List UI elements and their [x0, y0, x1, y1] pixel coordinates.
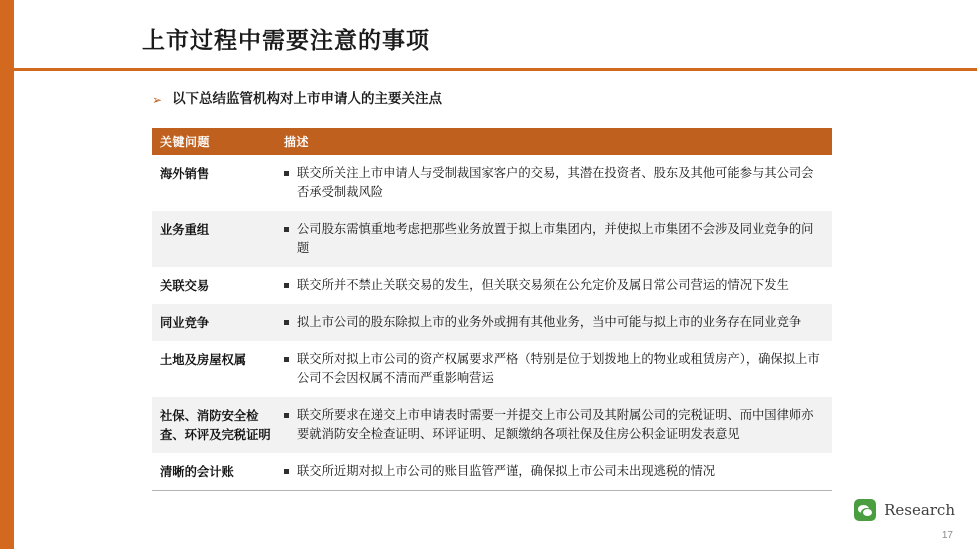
row-desc-text: 公司股东需慎重地考虑把那些业务放置于拟上市集团内，并使拟上市集团不会涉及同业竞争的问题: [297, 222, 814, 255]
row-key: 土地及房屋权属: [152, 341, 276, 397]
row-desc-text: 联交所并不禁止关联交易的发生，但关联交易须在公允定价及属日常公司营运的情况下发生: [297, 278, 789, 292]
left-accent-bar: [0, 0, 14, 549]
row-desc-cell: [276, 304, 832, 341]
page-title: 上市过程中需要注意的事项: [142, 27, 430, 54]
row-desc-cell: [276, 211, 832, 267]
row-desc-text: 联交所近期对拟上市公司的账目监管严谨，确保拟上市公司未出现逃税的情况: [297, 464, 716, 478]
square-bullet-icon: [284, 413, 289, 418]
row-desc-cell: [276, 341, 832, 397]
table-header: [152, 128, 832, 155]
table-row: [152, 341, 832, 397]
lead-bullet-text: 以下总结监管机构对上市申请人的主要关注点: [172, 91, 443, 107]
table-row: [152, 155, 832, 211]
row-desc-cell: [276, 267, 832, 304]
row-desc-cell: [276, 155, 832, 211]
row-key: 清晰的会计账: [152, 453, 276, 490]
table-header-key: 关键问题: [152, 128, 276, 155]
title-area: [14, 0, 977, 72]
page-number: 17: [941, 530, 953, 541]
row-desc-text: 联交所对拟上市公司的资产权属要求严格（特别是位于划拨地上的物业或租赁房产），确保拟上市公司不会因权属不清而严重影响营运: [297, 352, 820, 385]
row-desc-text: 联交所要求在递交上市申请表时需要一并提交上市公司及其附属公司的完税证明、而中国律师亦要就消防安全检查证明、环评证明、足额缴纳各项社保及住房公积金证明发表意见: [297, 408, 814, 441]
square-bullet-icon: [284, 320, 289, 325]
table-bottom-divider: [152, 490, 832, 491]
row-desc-text: 拟上市公司的股东除拟上市的业务外或拥有其他业务，当中可能与拟上市的业务存在同业竞争: [297, 315, 802, 329]
footer-logo-label: Research: [884, 501, 955, 519]
footer-logo: [854, 499, 955, 521]
table-header-row: [152, 128, 832, 155]
title-divider: [14, 68, 977, 71]
row-key: 海外销售: [152, 155, 276, 211]
lead-bullet: [152, 90, 442, 109]
square-bullet-icon: [284, 283, 289, 288]
row-desc-cell: [276, 397, 832, 453]
square-bullet-icon: [284, 171, 289, 176]
row-key: 关联交易: [152, 267, 276, 304]
table-body: [152, 155, 832, 490]
wechat-icon: [854, 499, 876, 521]
row-desc-cell: [276, 453, 832, 490]
table-row: [152, 453, 832, 490]
table-row: [152, 397, 832, 453]
table-row: [152, 211, 832, 267]
row-key: 社保、消防安全检查、环评及完税证明: [152, 397, 276, 453]
row-desc-text: 联交所关注上市申请人与受制裁国家客户的交易，其潜在投资者、股东及其他可能参与其公司会否承受制裁风险: [297, 166, 814, 199]
row-key: 业务重组: [152, 211, 276, 267]
row-key: 同业竞争: [152, 304, 276, 341]
square-bullet-icon: [284, 227, 289, 232]
arrow-bullet-icon: ➢: [152, 93, 163, 107]
square-bullet-icon: [284, 469, 289, 474]
table-row: [152, 304, 832, 341]
table-row: [152, 267, 832, 304]
table-header-desc: 描述: [276, 128, 832, 155]
key-issues-table: [152, 128, 832, 490]
square-bullet-icon: [284, 357, 289, 362]
